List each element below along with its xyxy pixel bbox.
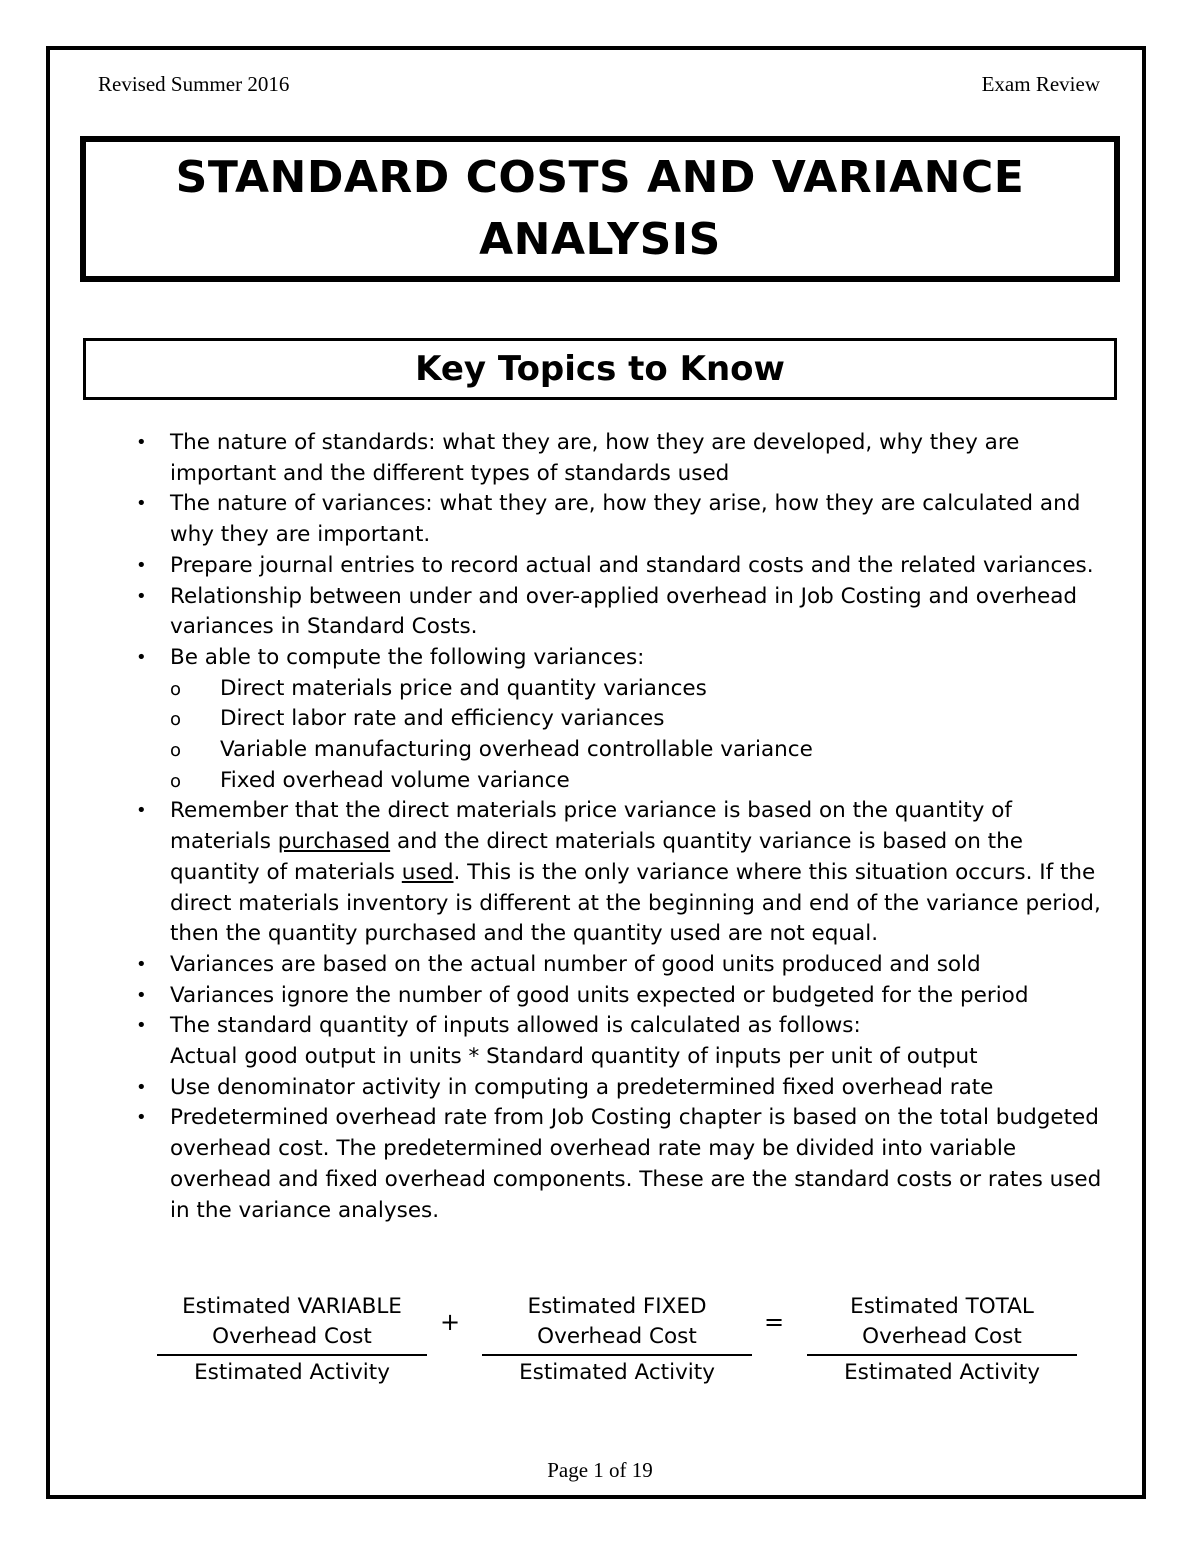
- numerator-line-2: Overhead Cost: [862, 1324, 1022, 1349]
- formula-text: Actual good output in units * Standard quantity of inputs per unit of output: [170, 1044, 978, 1070]
- sub-list-item: o Direct labor rate and efficiency variances: [170, 704, 1118, 735]
- document-title: [176, 147, 1025, 271]
- list-item: [128, 1011, 1118, 1072]
- list-item: • Predetermined overhead rate from Job Costing chapter is based on the total budgeted overhead cost. The predetermined overhead rate may be divided into variable overhead and fixed overhead components. These are the standard costs or rates used in the variance analyses.: [128, 1103, 1118, 1226]
- denominator: Estimated Activity: [519, 1360, 715, 1385]
- list-item: • The nature of standards: what they are, how they are developed, why they are important and the different types of standards used: [128, 428, 1118, 489]
- numerator-line-2: Overhead Cost: [537, 1324, 697, 1349]
- key-topics-list: [128, 428, 1118, 1226]
- list-item: [128, 643, 1118, 797]
- title-line-1: STANDARD COSTS AND VARIANCE: [175, 152, 1025, 203]
- list-item: [128, 796, 1118, 950]
- sub-list-item: o Fixed overhead volume variance: [170, 766, 1118, 797]
- numerator-line-1: Estimated FIXED: [527, 1294, 707, 1319]
- numerator-line-1: Estimated VARIABLE: [182, 1294, 402, 1319]
- numerator: [807, 1292, 1077, 1354]
- fraction-total: [807, 1292, 1077, 1388]
- sub-list-item: o Variable manufacturing overhead controllable variance: [170, 735, 1118, 766]
- underlined-word-used: used: [401, 859, 454, 885]
- overhead-rate-formula: [0, 1292, 1200, 1392]
- denominator: Estimated Activity: [194, 1360, 390, 1385]
- fraction-variable: [157, 1292, 427, 1388]
- list-item: • Variances ignore the number of good units expected or budgeted for the period: [128, 981, 1118, 1012]
- plus-sign: +: [440, 1308, 461, 1336]
- section-heading: Key Topics to Know: [415, 349, 785, 389]
- sub-list-item: o Direct materials price and quantity variances: [170, 674, 1118, 705]
- equals-sign: =: [764, 1308, 785, 1336]
- header-left: Revised Summer 2016: [98, 72, 290, 96]
- page-number: Page 1 of 19: [547, 1458, 653, 1482]
- variance-sublist: [170, 674, 1118, 797]
- numerator-line-1: Estimated TOTAL: [850, 1294, 1034, 1319]
- list-item: • Variances are based on the actual number of good units produced and sold: [128, 950, 1118, 981]
- title-box: [80, 136, 1120, 282]
- list-item: • Use denominator activity in computing a predetermined fixed overhead rate: [128, 1073, 1118, 1104]
- list-item-text: Be able to compute the following variances:: [170, 644, 645, 670]
- numerator: [157, 1292, 427, 1354]
- title-line-2: ANALYSIS: [479, 214, 721, 265]
- list-item: • Prepare journal entries to record actual and standard costs and the related variances.: [128, 551, 1118, 582]
- header-right: Exam Review: [981, 72, 1100, 96]
- denominator: Estimated Activity: [844, 1360, 1040, 1385]
- fraction-fixed: [482, 1292, 752, 1388]
- text-segment: Remember that the direct materials price variance is based on the quantity of materials: [170, 798, 1012, 855]
- section-heading-box: [83, 338, 1117, 400]
- list-item: • Relationship between under and over-applied overhead in Job Costing and overhead variances in Standard Costs.: [128, 582, 1118, 643]
- underlined-word-purchased: purchased: [277, 829, 391, 855]
- numerator-line-2: Overhead Cost: [212, 1324, 372, 1349]
- list-item: • The nature of variances: what they are, how they arise, how they are calculated and why they are important.: [128, 489, 1118, 550]
- text-segment: and the direct materials quantity variance is based on the quantity of materials: [170, 829, 1023, 885]
- text-segment: . This is the only variance where this situation occurs. If the direct materials inventory is different at the beginning and end of the variance period, then the quantity purchased and the quantity used are not equal.: [170, 859, 1101, 947]
- numerator: [482, 1292, 752, 1354]
- list-item-text: The standard quantity of inputs allowed is calculated as follows:: [170, 1013, 861, 1039]
